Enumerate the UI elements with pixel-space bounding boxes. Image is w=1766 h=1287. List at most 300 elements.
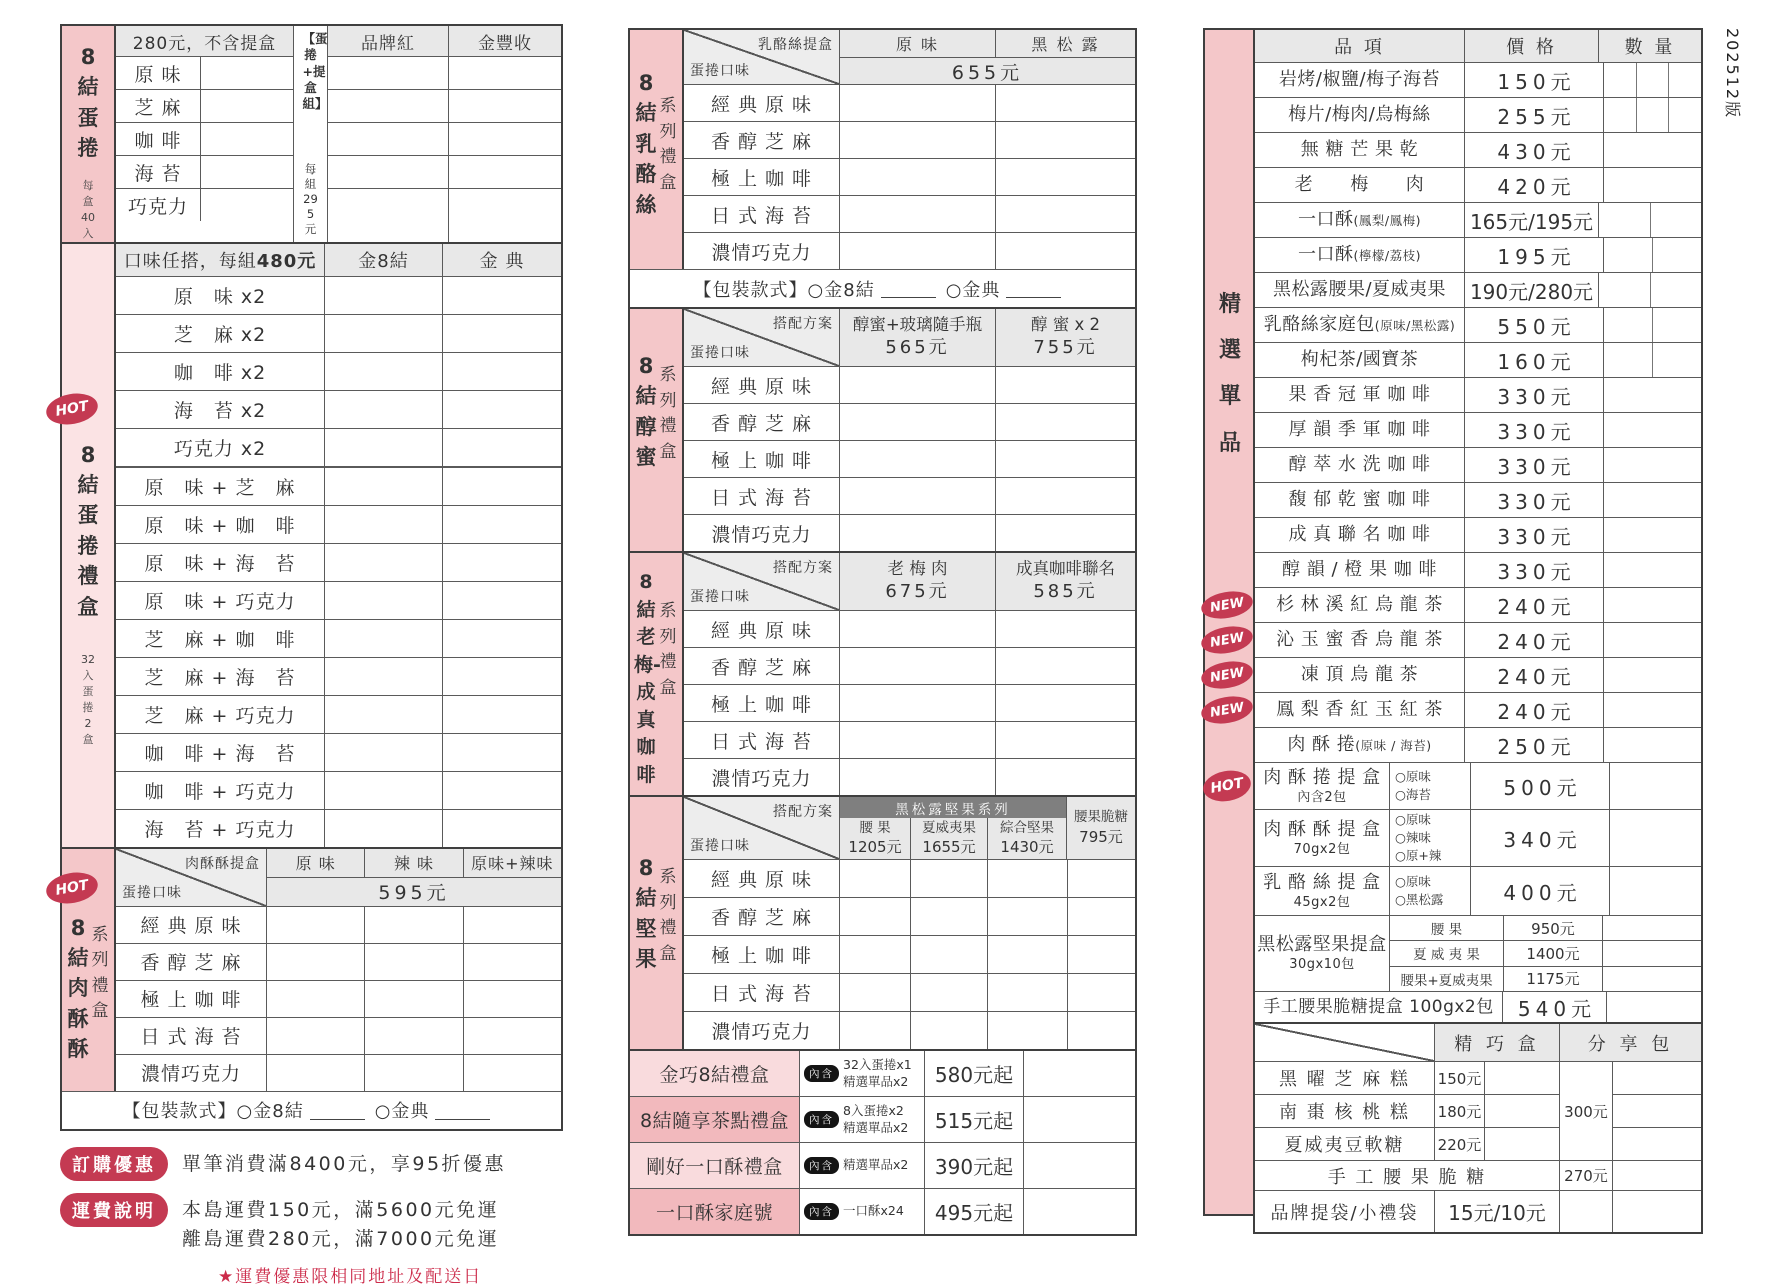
flavor-options: [1390, 810, 1471, 866]
order-cell[interactable]: [324, 696, 442, 733]
order-cell[interactable]: [449, 155, 561, 188]
item-price: 240元: [1465, 693, 1604, 727]
item-price: 540元: [1503, 992, 1607, 1022]
order-cell[interactable]: [328, 56, 448, 89]
order-cell[interactable]: [1068, 898, 1135, 935]
qty-cell[interactable]: [1604, 623, 1701, 657]
flavor-label: 香 醇 芝 麻: [684, 648, 840, 684]
qty-cell[interactable]: [1604, 98, 1636, 132]
flavor-label: 咖 啡: [116, 123, 201, 155]
order-cell[interactable]: [324, 582, 442, 619]
qty-cell[interactable]: [1604, 693, 1701, 727]
quantity-cells: [1604, 658, 1701, 692]
order-cell[interactable]: [840, 85, 996, 121]
quantity-cells: [1604, 238, 1701, 272]
new-badge: NEW: [1199, 588, 1255, 623]
order-cell[interactable]: [988, 936, 1068, 973]
order-cell[interactable]: [1612, 1127, 1701, 1160]
flavor-label: 經 典 原 味: [684, 367, 840, 403]
item-price: 250元: [1465, 728, 1604, 762]
order-cell[interactable]: [464, 944, 561, 980]
order-cell[interactable]: [442, 582, 561, 619]
new-badge: NEW: [1199, 693, 1255, 728]
qty-cell[interactable]: [1668, 98, 1701, 132]
column-header-golden: 金 典: [443, 244, 561, 276]
qty-cell[interactable]: [1652, 238, 1701, 272]
flavor-label: 原 味 + 芝 麻: [116, 468, 324, 505]
order-cell[interactable]: [840, 936, 911, 973]
fill-in-line[interactable]: [435, 1101, 490, 1120]
order-cell[interactable]: [442, 658, 561, 695]
col-header: 辣 味: [365, 849, 463, 877]
order-cell[interactable]: [442, 315, 561, 352]
order-cell[interactable]: [324, 353, 442, 390]
table-row: [684, 121, 1135, 158]
flavor-label: 濃情巧克力: [116, 1055, 267, 1091]
menu-row: [1255, 991, 1701, 1022]
mix-title: 口味任搭，每組 480元: [116, 244, 325, 276]
header-item: 品 項: [1255, 30, 1465, 62]
menu-row: [1255, 762, 1701, 809]
order-cell[interactable]: [996, 404, 1135, 440]
menu-row: [1255, 97, 1701, 132]
order-cell[interactable]: [996, 685, 1135, 721]
flavor-label: 咖 啡 + 海 苔: [116, 734, 324, 771]
qty-cell[interactable]: [1610, 763, 1701, 809]
order-cell[interactable]: [1068, 936, 1135, 973]
box-price: 515元起: [925, 1097, 1024, 1142]
order-cell[interactable]: [1559, 1190, 1612, 1232]
item-price: 165元/195元: [1465, 203, 1599, 237]
option-item[interactable]: ○辣味: [1395, 829, 1470, 847]
middle-column: [628, 28, 1137, 1236]
option-item[interactable]: ○原味: [1395, 873, 1470, 891]
col-header: 醇 蜜 x 2 755元: [996, 309, 1135, 366]
order-cell[interactable]: [996, 122, 1135, 158]
order-cell[interactable]: [1484, 1094, 1559, 1127]
table-row: [116, 122, 293, 155]
order-cell[interactable]: [201, 189, 293, 221]
table-row: [116, 89, 293, 122]
flavor-label: 日 式 海 苔: [684, 722, 840, 758]
flavor-options: [1390, 867, 1471, 915]
quantity-cells: [1604, 448, 1701, 482]
table-row: [684, 684, 1135, 721]
qty-cell[interactable]: [1604, 483, 1701, 517]
new-badge: NEW: [1199, 658, 1255, 693]
version-tag: 202512版: [1722, 28, 1745, 119]
flavor-label: 經 典 原 味: [116, 907, 267, 943]
flavor-label: 海 苔 + 巧克力: [116, 810, 324, 847]
order-cell[interactable]: [267, 1018, 365, 1054]
order-cell[interactable]: [324, 468, 442, 505]
order-cell[interactable]: [840, 611, 996, 647]
box-row: [630, 1051, 1135, 1096]
flavor-label: 芝 麻: [116, 90, 201, 122]
order-cell[interactable]: [840, 722, 996, 758]
flavor-label: 原 味 + 巧克力: [116, 582, 324, 619]
order-cell[interactable]: [840, 367, 996, 403]
section-note: 32入蛋捲2盒: [81, 652, 96, 748]
item-subnote: 30gx10包: [1289, 957, 1355, 973]
order-cell[interactable]: [324, 391, 442, 428]
shipping-badge: 運費說明: [60, 1193, 168, 1227]
quantity-cells: [1610, 810, 1701, 866]
order-cell[interactable]: [324, 315, 442, 352]
qty-cell[interactable]: [1604, 378, 1701, 412]
order-cell[interactable]: [996, 367, 1135, 403]
item-price: 240元: [1465, 588, 1604, 622]
order-cell[interactable]: [1068, 974, 1135, 1011]
flavor-label: 巧克力: [116, 189, 201, 221]
qty-cell[interactable]: [1604, 343, 1652, 377]
menu-row: [1255, 132, 1701, 167]
nut-sidebar: [630, 797, 684, 1049]
pork-floss-table: [60, 847, 563, 1131]
quantity-cells: [1604, 693, 1701, 727]
order-cell[interactable]: [911, 936, 988, 973]
qty-cell[interactable]: [1604, 308, 1652, 342]
qty-cell[interactable]: [1603, 916, 1701, 940]
qty-cell[interactable]: [1650, 203, 1702, 237]
order-cell[interactable]: [996, 441, 1135, 477]
qty-cell[interactable]: [1599, 273, 1650, 307]
egg-roll-giftbox-table: [60, 242, 563, 849]
menu-row: [1255, 237, 1701, 272]
order-cell[interactable]: [840, 648, 996, 684]
fill-in-line[interactable]: [1006, 279, 1061, 298]
order-cell[interactable]: [365, 1018, 463, 1054]
item-price: 330元: [1465, 483, 1604, 517]
order-cell[interactable]: [442, 468, 561, 505]
flavor-label: 濃情巧克力: [684, 759, 840, 795]
item-name: 黑松露腰果/夏威夷果: [1255, 273, 1465, 307]
order-cell[interactable]: [449, 122, 561, 155]
table-row: [684, 1011, 1135, 1049]
order-cell[interactable]: [840, 441, 996, 477]
table-row: [116, 980, 561, 1017]
nut-table: [628, 795, 1137, 1051]
quantity-cells: [1604, 588, 1701, 622]
variant-price: 950元: [1504, 916, 1603, 940]
qty-cell[interactable]: [1599, 203, 1650, 237]
order-cell[interactable]: [1612, 1061, 1701, 1094]
order-cell[interactable]: [1484, 1127, 1559, 1160]
order-cell[interactable]: [267, 907, 365, 943]
col-header: 成真咖啡聯名 585元: [996, 553, 1135, 610]
flavor-label: 巧克力 x2: [116, 429, 324, 466]
fill-in-line[interactable]: [310, 1101, 365, 1120]
item-price: 330元: [1465, 413, 1604, 447]
combo-note: 【蛋捲+提盒組】: [303, 31, 319, 112]
quantity-cells: [1604, 413, 1701, 447]
flavor-label: 經 典 原 味: [684, 860, 840, 897]
left-column: [60, 24, 563, 1287]
order-cell[interactable]: [1484, 1061, 1559, 1094]
order-cell[interactable]: [840, 759, 996, 795]
order-cell[interactable]: [442, 506, 561, 543]
col-header: 綜合堅果 1430元: [988, 818, 1066, 859]
order-cell[interactable]: [442, 772, 561, 809]
qty-cell[interactable]: [1604, 133, 1701, 167]
order-cell[interactable]: [324, 810, 442, 847]
qty-cell[interactable]: [1636, 98, 1669, 132]
order-cell[interactable]: [442, 544, 561, 581]
quantity-cells: [1604, 483, 1701, 517]
qty-cell[interactable]: [1636, 63, 1669, 97]
variant-label: 腰果+夏威夷果: [1390, 967, 1504, 991]
header-small-box: 精 巧 盒: [1434, 1024, 1559, 1061]
qty-cell[interactable]: [1604, 63, 1636, 97]
order-cell[interactable]: [996, 759, 1135, 795]
box-name: 金巧8結禮盒: [630, 1051, 800, 1096]
mix-header: [116, 244, 561, 276]
qty-cell[interactable]: [1607, 992, 1701, 1022]
selected-items-sidebar: [1203, 28, 1257, 1216]
order-cell[interactable]: [464, 981, 561, 1017]
order-cell[interactable]: [840, 122, 996, 158]
order-cell[interactable]: [996, 722, 1135, 758]
egg-roll-table: [60, 24, 563, 244]
option-item[interactable]: ○黑松露: [1395, 891, 1470, 909]
order-cell[interactable]: [442, 429, 561, 466]
order-cell[interactable]: [840, 1012, 911, 1049]
qty-cell[interactable]: [1604, 553, 1701, 587]
qty-cell[interactable]: [1604, 588, 1701, 622]
order-cell[interactable]: [442, 696, 561, 733]
table-row: [116, 543, 561, 581]
qty-cell[interactable]: [1668, 63, 1701, 97]
order-cell[interactable]: [996, 515, 1135, 551]
menu-row: [1255, 517, 1701, 552]
qty-cell[interactable]: [1604, 413, 1701, 447]
order-cell[interactable]: [201, 90, 293, 122]
order-cell[interactable]: [201, 57, 293, 89]
menu-row: [1255, 809, 1701, 866]
order-cell[interactable]: [1612, 1094, 1701, 1127]
order-cell[interactable]: [988, 1012, 1068, 1049]
qty-cell[interactable]: [1652, 343, 1701, 377]
flavor-label: 極 上 咖 啡: [684, 159, 840, 195]
order-cell[interactable]: [1024, 1189, 1135, 1234]
table-row: [116, 771, 561, 809]
sweets-table: 精 巧 盒 分 享 包 黑 曜 芝 麻 糕 150元 300元 南 棗 核 桃 糕 180元 夏威夷豆軟糖 220元 手 工 腰 果 脆 糖 270元 品牌提袋/小禮袋 15元/10元: [1255, 1022, 1701, 1232]
order-cell[interactable]: [1612, 1160, 1701, 1190]
order-cell[interactable]: [328, 188, 448, 221]
column-header-gold-harvest: 金豐收: [449, 26, 561, 56]
order-cell[interactable]: [911, 898, 988, 935]
item-price: 330元: [1465, 553, 1604, 587]
order-cell[interactable]: [840, 233, 996, 269]
packaging-option-golden[interactable]: ○金典: [375, 1097, 430, 1123]
order-cell[interactable]: [840, 404, 996, 440]
order-cell[interactable]: [201, 123, 293, 155]
order-cell[interactable]: [324, 506, 442, 543]
order-cell[interactable]: [1024, 1143, 1135, 1188]
order-cell[interactable]: [996, 611, 1135, 647]
order-cell[interactable]: [267, 944, 365, 980]
item-price: 240元: [1465, 623, 1604, 657]
flavor-label: 極 上 咖 啡: [684, 936, 840, 973]
menu-row: [1255, 342, 1701, 377]
nut-variant-row: [1390, 916, 1701, 940]
section-subtitle: 系列禮盒: [90, 923, 110, 1065]
item-name: 凍 頂 烏 龍 茶: [1255, 658, 1465, 692]
qty-cell[interactable]: [1603, 967, 1701, 991]
order-cell[interactable]: [840, 974, 911, 1011]
qty-cell[interactable]: [1604, 168, 1701, 202]
nut-variant-row: [1390, 940, 1701, 965]
order-cell[interactable]: [324, 620, 442, 657]
column-header-gold8: 金8結: [325, 244, 443, 276]
item-price: 330元: [1465, 518, 1604, 552]
qty-cell[interactable]: [1650, 273, 1702, 307]
qty-cell[interactable]: [1604, 238, 1652, 272]
order-cell[interactable]: [449, 56, 561, 89]
order-cell[interactable]: [988, 898, 1068, 935]
option-item[interactable]: ○原味: [1395, 811, 1470, 829]
order-cell[interactable]: [996, 478, 1135, 514]
order-cell[interactable]: [449, 188, 561, 221]
order-cell[interactable]: [996, 85, 1135, 121]
option-item[interactable]: ○海苔: [1395, 786, 1470, 804]
contains-badge: 內含: [804, 1203, 839, 1220]
qty-cell[interactable]: [1604, 658, 1701, 692]
order-cell[interactable]: [365, 1055, 463, 1091]
variant-price: 1175元: [1504, 967, 1603, 991]
table-row: [116, 155, 293, 188]
order-cell[interactable]: [840, 196, 996, 232]
order-cell[interactable]: [328, 155, 448, 188]
packaging-option-gold8[interactable]: ○金8結: [808, 276, 875, 302]
order-cell[interactable]: [996, 159, 1135, 195]
order-cell[interactable]: [365, 944, 463, 980]
order-cell[interactable]: [996, 648, 1135, 684]
order-cell[interactable]: [996, 233, 1135, 269]
item-name: 黑松露堅果提盒 30gx10包: [1255, 916, 1390, 991]
order-cell[interactable]: [996, 196, 1135, 232]
flavor-label: 日 式 海 苔: [684, 478, 840, 514]
packaging-row: 【包裝款式】 ○金8結 ○金典: [630, 269, 1135, 307]
order-cell[interactable]: [324, 658, 442, 695]
option-item[interactable]: ○原味: [1395, 768, 1470, 786]
item-name: 乳酪絲家庭包(原味/黑松露): [1255, 308, 1465, 342]
order-cell[interactable]: [464, 907, 561, 943]
order-cell[interactable]: [911, 1012, 988, 1049]
order-cell[interactable]: [442, 620, 561, 657]
table-row: [684, 721, 1135, 758]
option-item[interactable]: ○原+辣: [1395, 847, 1470, 865]
order-cell[interactable]: [365, 981, 463, 1017]
honey-sidebar: [630, 309, 684, 551]
section-title: 8結堅果: [634, 853, 658, 975]
order-cell[interactable]: [267, 981, 365, 1017]
order-cell[interactable]: [449, 89, 561, 122]
order-cell[interactable]: [442, 353, 561, 390]
menu-row: [1255, 692, 1701, 727]
order-cell[interactable]: [328, 122, 448, 155]
order-cell[interactable]: [840, 159, 996, 195]
menu-row: [1255, 62, 1701, 97]
section-title: 精選單品: [1218, 282, 1242, 467]
order-cell[interactable]: [840, 860, 911, 897]
order-cell[interactable]: [1612, 1190, 1701, 1232]
order-cell[interactable]: [988, 974, 1068, 1011]
order-cell[interactable]: [464, 1055, 561, 1091]
item-price: 400元: [1471, 867, 1610, 915]
menu-row: [1255, 482, 1701, 517]
order-cell[interactable]: [324, 772, 442, 809]
qty-cell[interactable]: [1604, 518, 1701, 552]
table-row: [684, 610, 1135, 647]
order-cell[interactable]: [1068, 1012, 1135, 1049]
qty-cell[interactable]: [1652, 308, 1701, 342]
flavor-label: 濃情巧克力: [684, 1012, 840, 1049]
qty-cell[interactable]: [1604, 448, 1701, 482]
order-cell[interactable]: [1024, 1051, 1135, 1096]
table-row: [116, 314, 561, 352]
quantity-cells: [1604, 308, 1701, 342]
order-cell[interactable]: [442, 810, 561, 847]
order-cell[interactable]: [442, 391, 561, 428]
order-cell[interactable]: [464, 1018, 561, 1054]
price-header: 280元，不含提盒: [116, 26, 293, 56]
order-discount-badge: 訂購優惠: [60, 1147, 168, 1181]
qty-cell[interactable]: [1603, 941, 1701, 965]
qty-cell[interactable]: [1610, 810, 1701, 866]
section-title: 8結蛋捲禮盒: [76, 440, 100, 623]
col-header: 黑 松 露: [996, 30, 1135, 57]
pork-floss-sidebar: [62, 849, 116, 1091]
order-cell[interactable]: [840, 478, 996, 514]
order-cell[interactable]: [365, 907, 463, 943]
item-subnote: 70gx2包: [1294, 842, 1351, 858]
order-cell[interactable]: [911, 974, 988, 1011]
table-header: [1255, 30, 1701, 62]
order-cell[interactable]: [328, 89, 448, 122]
flavor-label: 濃情巧克力: [684, 233, 840, 269]
packaging-option-gold8[interactable]: ○金8結: [237, 1097, 304, 1123]
order-cell[interactable]: [267, 1055, 365, 1091]
order-cell[interactable]: [324, 277, 442, 314]
order-cell[interactable]: [442, 277, 561, 314]
order-cell[interactable]: [840, 515, 996, 551]
menu-row: [1255, 307, 1701, 342]
order-cell[interactable]: [442, 734, 561, 771]
order-cell[interactable]: [1024, 1097, 1135, 1142]
box-name: 一口酥家庭號: [630, 1189, 800, 1234]
qty-cell[interactable]: [1604, 728, 1701, 762]
table-row: [116, 276, 561, 314]
order-cell[interactable]: [324, 429, 442, 466]
section-subtitle: 系列禮盒: [658, 363, 678, 473]
box-row: [630, 1096, 1135, 1142]
order-cell[interactable]: [324, 734, 442, 771]
packaging-option-golden[interactable]: ○金典: [946, 276, 1001, 302]
section-note: 每盒40入: [81, 178, 96, 242]
qty-cell[interactable]: [1610, 867, 1701, 915]
order-cell[interactable]: [840, 685, 996, 721]
order-cell[interactable]: [840, 898, 911, 935]
order-cell[interactable]: [911, 860, 988, 897]
fill-in-line[interactable]: [881, 279, 936, 298]
order-cell[interactable]: [201, 156, 293, 188]
order-cell[interactable]: [324, 544, 442, 581]
order-cell[interactable]: [1068, 860, 1135, 897]
table-row: [116, 943, 561, 980]
item-price: 150元: [1465, 63, 1604, 97]
order-cell[interactable]: [988, 860, 1068, 897]
